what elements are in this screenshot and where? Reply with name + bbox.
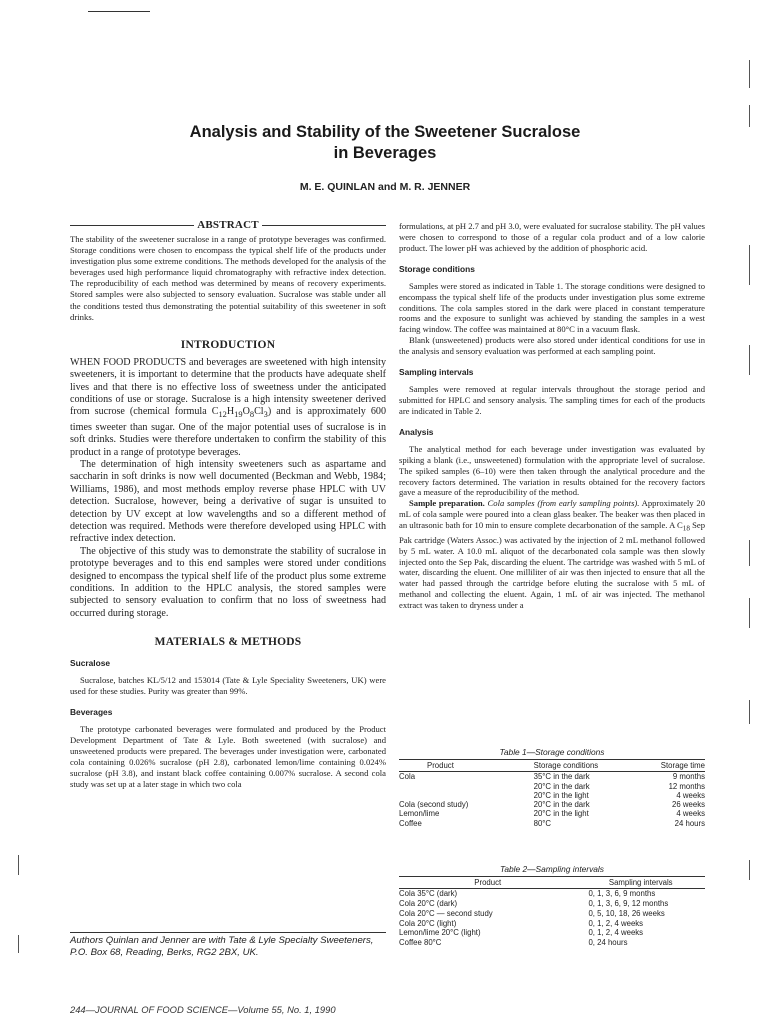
- edge-mark: [749, 598, 750, 628]
- sampling-intervals-table: [399, 876, 705, 948]
- table-cell: Coffee 80°C: [399, 938, 442, 948]
- table-cell: 0, 1, 3, 6, 9 months: [588, 889, 656, 899]
- table-header-row: [399, 877, 705, 889]
- column-header: Sampling intervals: [576, 877, 705, 889]
- column-header: Product: [399, 877, 576, 889]
- column-header: Storage time: [625, 760, 705, 772]
- table-cell: Cola 35°C (dark): [399, 889, 458, 899]
- table-cell: 0, 1, 2, 4 weeks: [588, 918, 644, 928]
- edge-mark: [749, 345, 750, 375]
- sample-preparation-paragraph: Sample preparation. Cola samples (from early sampling points). Approximately 20 mL of cola sample were poured into a clean glass beaker. The beaker was then placed in an ultrasonic bath for 10 min to ensure complete decarbonation of the sample. A $C_{18}$ Sep Pak cartridge (Waters Assoc.) was activated by the injection of 2 mL methanol followed by 5 mL water. A 10.0 mL aliquot of the decarbonated cola sample was then slowly injected onto the Sep Pak, discarding the eluent. The cartridge was washed with 5 mL of water, discarding the eluent. One milliliter of air was then injected to ensure that all the water had passed through the cartridge before eluting the sucralose with 5 mL of methanol and collecting the eluent. Again, 1 mL of air was injected. The methanol extract was taken to dryness under a: [399, 498, 705, 611]
- table-row: [399, 819, 705, 828]
- storage-heading: Storage conditions: [399, 263, 475, 274]
- table-cell: 20°C in the dark: [533, 800, 590, 810]
- table-cell: 0, 1, 2, 4 weeks: [588, 928, 644, 938]
- table-row: [399, 919, 705, 929]
- table-1-caption: Table 1—Storage conditions: [499, 747, 605, 757]
- edge-mark: [749, 700, 750, 724]
- intro-paragraph-1: WHEN FOOD PRODUCTS and beverages are sweetened with high intensity sweeteners, it is important to determine that the products have adequate shelf lives and that there is no effective loss of sweetness under the anticipated conditions of use or storage. Sucralose is a high intensity sweetener derived from sucrose (chemical formula $C_{12}H_{19}O_8Cl_3$) and is approximately 600 times sweeter than sugar. One of the major potential uses of sucralose is in soft drinks. Studies were therefore undertaken to confirm the stability of this product in a range of prototype beverages.: [70, 356, 386, 458]
- table-cell: 24 hours: [674, 818, 705, 828]
- table-cell: 26 weeks: [672, 800, 705, 810]
- table-cell: Cola 20°C — second study: [399, 908, 493, 918]
- intro-paragraph-2: The determination of high intensity sweeteners such as aspartame and saccharin in soft drinks is now well documented (Beckman and Webb, 1984; Williams, 1986), and most methods employ reverse phase HPLC with UV detection. Sucralose, however, being a derivative of sugar is unsuited to detection by UV except at low wavelengths and so a different method of detection was required. Methods were therefore developed using HPLC with refractive index detection.: [70, 459, 386, 545]
- column-header: Product: [399, 760, 534, 772]
- table-header-row: [399, 760, 705, 772]
- table-row: [399, 800, 705, 809]
- left-column: [70, 219, 386, 790]
- table-row: [399, 809, 705, 818]
- table-cell: Cola 20°C (light): [399, 918, 457, 928]
- table-2: [399, 864, 705, 948]
- authors: M. E. QUINLAN and M. R. JENNER: [299, 181, 471, 193]
- table-cell: Lemon/lime 20°C (light): [399, 928, 481, 938]
- abstract-rule-right: [262, 225, 386, 226]
- table-cell: Cola 20°C (dark): [399, 899, 458, 909]
- table-cell: 4 weeks: [676, 790, 705, 800]
- edge-mark: [749, 860, 750, 880]
- table-2-caption: Table 2—Sampling intervals: [500, 864, 604, 874]
- table-cell: [399, 791, 534, 800]
- top-rule: [88, 11, 150, 12]
- storage-paragraph-1: Samples were stored as indicated in Table 1. The storage conditions were designed to encompass the typical shelf life of the products under investigation plus some extreme conditions. The cola samples stored in the dark were placed in constant temperature rooms and the exposure to sunlight was achieved by standing the samples in a west facing window. The coffee was maintained at 80°C in a vacuum flask.: [399, 280, 705, 335]
- table-cell: 0, 1, 3, 6, 9, 12 months: [588, 899, 669, 909]
- table-row: [399, 782, 705, 791]
- edge-mark: [18, 855, 19, 875]
- edge-mark: [749, 60, 750, 88]
- abstract-rule-left: [70, 225, 194, 226]
- table-1: [399, 747, 705, 828]
- storage-paragraph-2: Blank (unsweetened) products were also stored under identical conditions for use in the analysis and sensory evaluation was performed at each sampling point.: [399, 335, 705, 357]
- table-row: [399, 899, 705, 909]
- table-cell: Cola: [399, 772, 416, 782]
- introduction-body: [70, 357, 386, 621]
- intro-paragraph-3: The objective of this study was to demonstrate the stability of sucralose in prototype beverages and to this end samples were stored under conditions designed to encompass the typical shelf life of the product plus some extreme conditions. In addition to the HPLC analysis, the stored samples were subjected to sensory evaluation to confirm that no loss of sweetness had occurred during storage.: [70, 545, 386, 619]
- beverages-heading: Beverages: [70, 707, 113, 718]
- beverages-text: The prototype carbonated beverages were formulated and produced by the Product Development Department of Tate & Lyle. Both sweetened (with sucralose) and unsweetened products were prepared. The beverages under investigation were, carbonated cola containing 0.026% sucralose (pH 2.8), carbonated lemon/lime containing 0.024% sucralose (pH 3.8), and instant black coffee containing 0.007% sucralose. A second cola study was set up at a later stage in which two cola: [70, 724, 386, 789]
- storage-conditions-table: [399, 759, 705, 828]
- methods-heading: MATERIALS & METHODS: [154, 636, 302, 649]
- title-line-2: in Beverages: [333, 144, 437, 162]
- abstract-heading: [70, 219, 386, 231]
- analysis-paragraph-1: The analytical method for each beverage under investigation was evaluated by spiking a blank (i.e., unsweetened) formulation with the appropriate level of sucralose. The spiked samples (6–10) were then taken through the analytical procedure and the recovery factors determined. The variation in results obtained for the recovery factors gave a measure of the reproducibility of the method.: [399, 443, 705, 498]
- table-row: [399, 928, 705, 938]
- edge-mark: [749, 540, 750, 566]
- table-row: [399, 791, 705, 800]
- table-cell: [399, 782, 534, 791]
- analysis-heading: Analysis: [399, 426, 434, 437]
- table-row: [399, 889, 705, 899]
- table-cell: 20°C in the light: [533, 809, 589, 819]
- table-cell: 4 weeks: [676, 809, 705, 819]
- footnote-rule: [70, 932, 386, 933]
- table-cell: Cola (second study): [399, 800, 469, 810]
- table-cell: 12 months: [668, 781, 705, 791]
- article-title: [70, 122, 700, 164]
- table-row: [399, 909, 705, 919]
- table-cell: Coffee: [399, 818, 422, 828]
- continued-text: formulations, at pH 2.7 and pH 3.0, were evaluated for sucralose stability. The pH values were chosen to correspond to those of a regular cola product and of a low calorie product. The lower pH was achieved by the addition of phosphoric acid.: [399, 221, 705, 253]
- edge-mark: [749, 105, 750, 127]
- column-header: Storage conditions: [534, 760, 626, 772]
- table-cell: 20°C in the light: [533, 790, 589, 800]
- table-cell: 0, 5, 10, 18, 26 weeks: [588, 908, 665, 918]
- edge-mark: [749, 245, 750, 285]
- sucralose-heading: Sucralose: [70, 658, 111, 669]
- right-column: [399, 221, 705, 611]
- table-row: [399, 772, 705, 782]
- running-footer: 244—JOURNAL OF FOOD SCIENCE—Volume 55, No. 1, 1990: [70, 1004, 336, 1015]
- author-footnote: Authors Quinlan and Jenner are with Tate & Lyle Specialty Sweeteners, P.O. Box 68, Reading, Berks, RG2 2BX, UK.: [70, 935, 374, 958]
- table-cell: Lemon/lime: [399, 809, 440, 819]
- table-cell: 20°C in the dark: [533, 781, 590, 791]
- sucralose-text: Sucralose, batches KL/5/12 and 153014 (Tate & Lyle Speciality Sweeteners, UK) were used for these studies. Purity was greater than 99%.: [70, 675, 386, 697]
- edge-mark: [18, 935, 19, 953]
- table-row: [399, 938, 705, 948]
- table-cell: 35°C in the dark: [533, 772, 590, 782]
- abstract-label: ABSTRACT: [197, 219, 259, 231]
- introduction-heading: INTRODUCTION: [180, 338, 276, 351]
- sampling-text: Samples were removed at regular intervals throughout the storage period and submitted for HPLC and sensory analysis. The sampling times for each of the products are indicated in Table 2.: [399, 384, 705, 416]
- table-cell: 80°C: [533, 818, 552, 828]
- sampling-heading: Sampling intervals: [399, 367, 474, 378]
- table-cell: 9 months: [672, 772, 705, 782]
- abstract-text: The stability of the sweetener sucralose in a range of prototype beverages was confirmed. Storage conditions were chosen to encompass the typical shelf life of the products under investigation plus some extreme conditions. The methods developed for the analysis of the beverages used high performance liquid chromatography with refractive index detection. The reproducibility of each method was determined by means of recovery experiments. Stored samples were also subjected to sensory evaluation. Sucralose was stable under all the conditions tested thus demonstrating the potential suitability of this sweetener in soft drinks.: [70, 234, 386, 322]
- title-line-1: Analysis and Stability of the Sweetener Sucralose: [189, 123, 581, 141]
- table-cell: 0, 24 hours: [588, 938, 628, 948]
